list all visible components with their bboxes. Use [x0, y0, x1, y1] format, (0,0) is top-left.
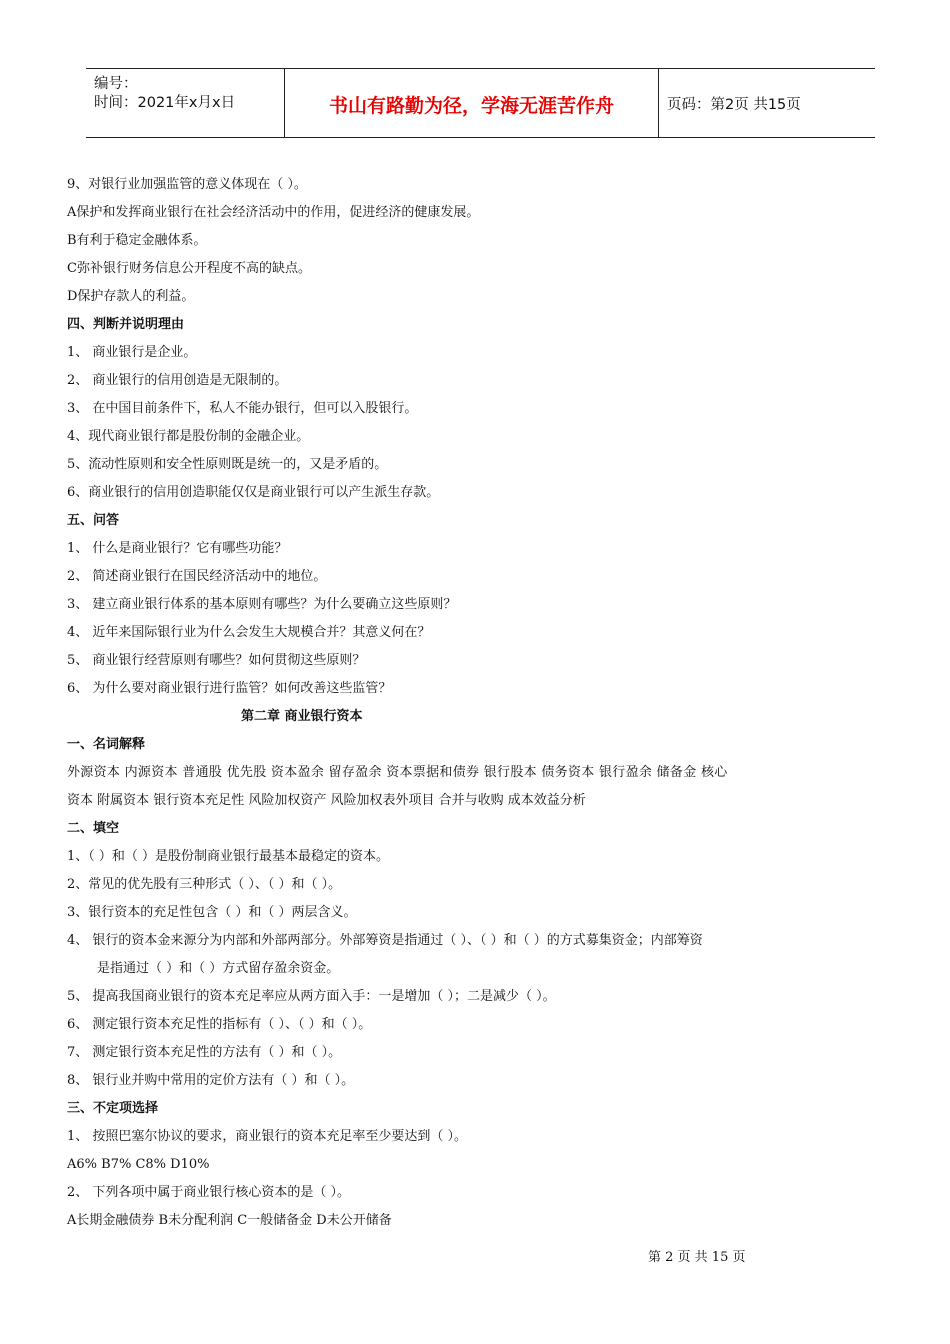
- list-item: 3、 在中国目前条件下，私人不能办银行，但可以入股银行。: [67, 401, 418, 416]
- document-date: 时间：2021年x月x日: [94, 95, 236, 111]
- list-item: 5、 商业银行经营原则有哪些？如何贯彻这些原则？: [67, 653, 366, 668]
- list-item: 4、现代商业银行都是股份制的金融企业。: [67, 429, 310, 444]
- list-item: 7、 测定银行资本充足性的方法有（ ）和（ ）。: [67, 1045, 342, 1060]
- document-header: [86, 68, 875, 138]
- terms-line: 外源资本 内源资本 普通股 优先股 资本盈余 留存盈余 资本票据和债券 银行股本 债务资本 银行盈余 储备金 核心: [67, 765, 728, 780]
- header-page-number: 页码：第2页 共15页: [667, 97, 801, 113]
- list-item: 5、流动性原则和安全性原则既是统一的，又是矛盾的。: [67, 457, 388, 472]
- option-line: A6% B7% C8% D10%: [67, 1157, 210, 1172]
- list-item: 4、 近年来国际银行业为什么会发生大规模合并？其意义何在？: [67, 625, 431, 640]
- section-heading: 五、问答: [67, 513, 120, 528]
- header-meta-cell: [86, 69, 285, 137]
- list-item: 8、 银行业并购中常用的定价方法有（ ）和（ ）。: [67, 1073, 355, 1088]
- list-item: 3、银行资本的充足性包含（ ）和（ ）两层含义。: [67, 905, 357, 920]
- list-item: 6、 为什么要对商业银行进行监管？如何改善这些监管？: [67, 681, 392, 696]
- option-line: D保护存款人的利益。: [67, 289, 195, 304]
- list-item: 3、 建立商业银行体系的基本原则有哪些？为什么要确立这些原则？: [67, 597, 457, 612]
- list-item: 6、 测定银行资本充足性的指标有（ ）、（ ）和（ ）。: [67, 1017, 372, 1032]
- section-heading: 三、不定项选择: [67, 1101, 159, 1116]
- section-heading: 四、判断并说明理由: [67, 317, 185, 332]
- list-item-continuation: 是指通过（ ）和（ ）方式留存盈余资金。: [97, 961, 340, 976]
- header-page-cell: [659, 69, 875, 137]
- section-heading: 二、填空: [67, 821, 120, 836]
- chapter-title: 第二章 商业银行资本: [241, 709, 363, 724]
- list-item: 2、 下列各项中属于商业银行核心资本的是（ ）。: [67, 1185, 351, 1200]
- list-item: 1、（ ）和（ ）是股份制商业银行最基本最稳定的资本。: [67, 849, 390, 864]
- page-footer: 第 2 页 共 15 页: [648, 1250, 746, 1265]
- option-line: C弥补银行财务信息公开程度不高的缺点。: [67, 261, 311, 276]
- list-item: 2、常见的优先股有三种形式（ ）、（ ）和（ ）。: [67, 877, 342, 892]
- section-heading: 一、名词解释: [67, 737, 146, 752]
- list-item: 4、 银行的资本金来源分为内部和外部两部分。外部筹资是指通过（ ）、（ ）和（ ）的方式募集资金；内部筹资: [67, 933, 703, 948]
- option-line: A保护和发挥商业银行在社会经济活动中的作用，促进经济的健康发展。: [67, 205, 480, 220]
- terms-line: 资本 附属资本 银行资本充足性 风险加权资产 风险加权表外项目 合并与收购 成本效益分析: [67, 793, 586, 808]
- option-line: A长期金融债券 B未分配利润 C一般储备金 D未公开储备: [67, 1213, 392, 1228]
- header-motto: 书山有路勤为径，学海无涯苦作舟: [328, 95, 614, 117]
- question-line: 9、对银行业加强监管的意义体现在（ ）。: [67, 177, 307, 192]
- list-item: 2、 商业银行的信用创造是无限制的。: [67, 373, 288, 388]
- list-item: 2、 简述商业银行在国民经济活动中的地位。: [67, 569, 327, 584]
- document-body: [67, 174, 893, 1238]
- option-line: B有利于稳定金融体系。: [67, 233, 207, 248]
- list-item: 6、商业银行的信用创造职能仅仅是商业银行可以产生派生存款。: [67, 485, 440, 500]
- header-motto-cell: [285, 69, 659, 137]
- document-number-label: 编号：: [94, 76, 138, 92]
- list-item: 1、 商业银行是企业。: [67, 345, 197, 360]
- list-item: 5、 提高我国商业银行的资本充足率应从两方面入手：一是增加（ ）；二是减少（ ）。: [67, 989, 556, 1004]
- list-item: 1、 按照巴塞尔协议的要求，商业银行的资本充足率至少要达到（ ）。: [67, 1129, 468, 1144]
- list-item: 1、 什么是商业银行？它有哪些功能？: [67, 541, 288, 556]
